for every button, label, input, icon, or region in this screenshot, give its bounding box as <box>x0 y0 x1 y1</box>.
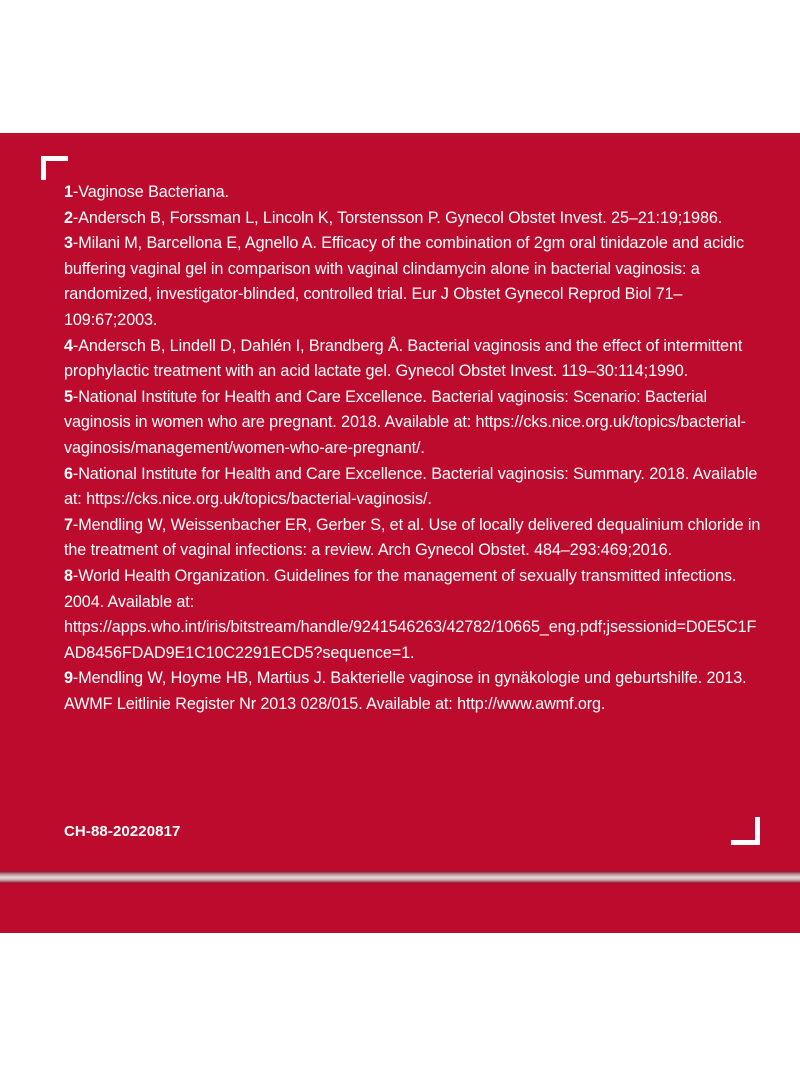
reference-text: -World Health Organization. Guidelines for the management of sexually transmitted infections. 2004. Available at: https://apps.who.int/iris/bitstream/handle/9241546263/42782/10665_eng.pdf;jsessionid=D0E5C1FAD8456FDAD9E1C10C2291ECD5?sequence=1. <box>64 566 757 662</box>
reference-number: 6 <box>64 464 73 483</box>
top-left-corner-bracket-icon <box>41 156 68 180</box>
reference-item-2 <box>64 206 764 232</box>
bottom-right-corner-bracket-icon <box>731 817 760 845</box>
reference-item-4 <box>64 334 764 385</box>
reference-text: -Mendling W, Hoyme HB, Martius J. Bakterielle vaginose in gynäkologie und geburtshilfe. 2013. AWMF Leitlinie Register Nr 2013 028/015. Available at: http://www.awmf.org. <box>64 669 747 713</box>
reference-number: 7 <box>64 515 73 534</box>
metallic-divider-bar <box>0 871 800 885</box>
reference-number: 2 <box>64 208 73 227</box>
reference-item-9 <box>64 666 764 717</box>
reference-number: 1 <box>64 183 73 201</box>
reference-text: -National Institute for Health and Care Excellence. Bacterial vaginosis: Summary. 2018. Available at: https://cks.nice.org.uk/topics/bacterial-vaginosis/. <box>64 464 758 509</box>
reference-text: -Andersch B, Forssman L, Lincoln K, Torstensson P. Gynecol Obstet Invest. 25–21:19;1986. <box>72 208 723 227</box>
reference-number: 4 <box>64 336 73 355</box>
reference-text: -Mendling W, Weissenbacher ER, Gerber S, et al. Use of locally delivered dequalinium chloride in the treatment of vaginal infections: a review. Arch Gynecol Obstet. 484–293:469;2016. <box>64 515 761 560</box>
reference-number: 9 <box>64 669 73 688</box>
reference-item-1 <box>64 180 764 206</box>
reference-item-6 <box>64 462 764 513</box>
document-code: CH-88-20220817 <box>64 823 181 840</box>
reference-number: 5 <box>64 387 73 406</box>
reference-text: -Milani M, Barcellona E, Agnello A. Efficacy of the combination of 2gm oral tinidazole and acidic buffering vaginal gel in comparison with vaginal clindamycin alone in bacterial vaginosis: a randomized, investigator-blinded, controlled trial. Eur J Obstet Gynecol Reprod Biol 71–109:67;2003. <box>64 234 745 329</box>
reference-item-5 <box>64 385 764 462</box>
reference-number: 8 <box>64 566 73 585</box>
reference-item-7 <box>64 513 764 564</box>
references-panel <box>0 133 800 933</box>
reference-item-3 <box>64 231 764 333</box>
reference-text: -National Institute for Health and Care Excellence. Bacterial vaginosis: Scenario: Bacterial vaginosis in women who are pregnant. 2018. Available at: https://cks.nice.org.uk/topics/bacterial-vaginosis/management/women-who-are-pregnant/. <box>64 387 746 457</box>
reference-item-8 <box>64 564 764 666</box>
reference-number: 3 <box>64 234 73 253</box>
references-list <box>64 180 764 717</box>
reference-text: -Vaginose Bacteriana. <box>72 183 229 201</box>
reference-text: -Andersch B, Lindell D, Dahlén I, Brandberg Å. Bacterial vaginosis and the effect of intermittent prophylactic treatment with an acid lactate gel. Gynecol Obstet Invest. 119–30:114;1990. <box>64 336 743 381</box>
